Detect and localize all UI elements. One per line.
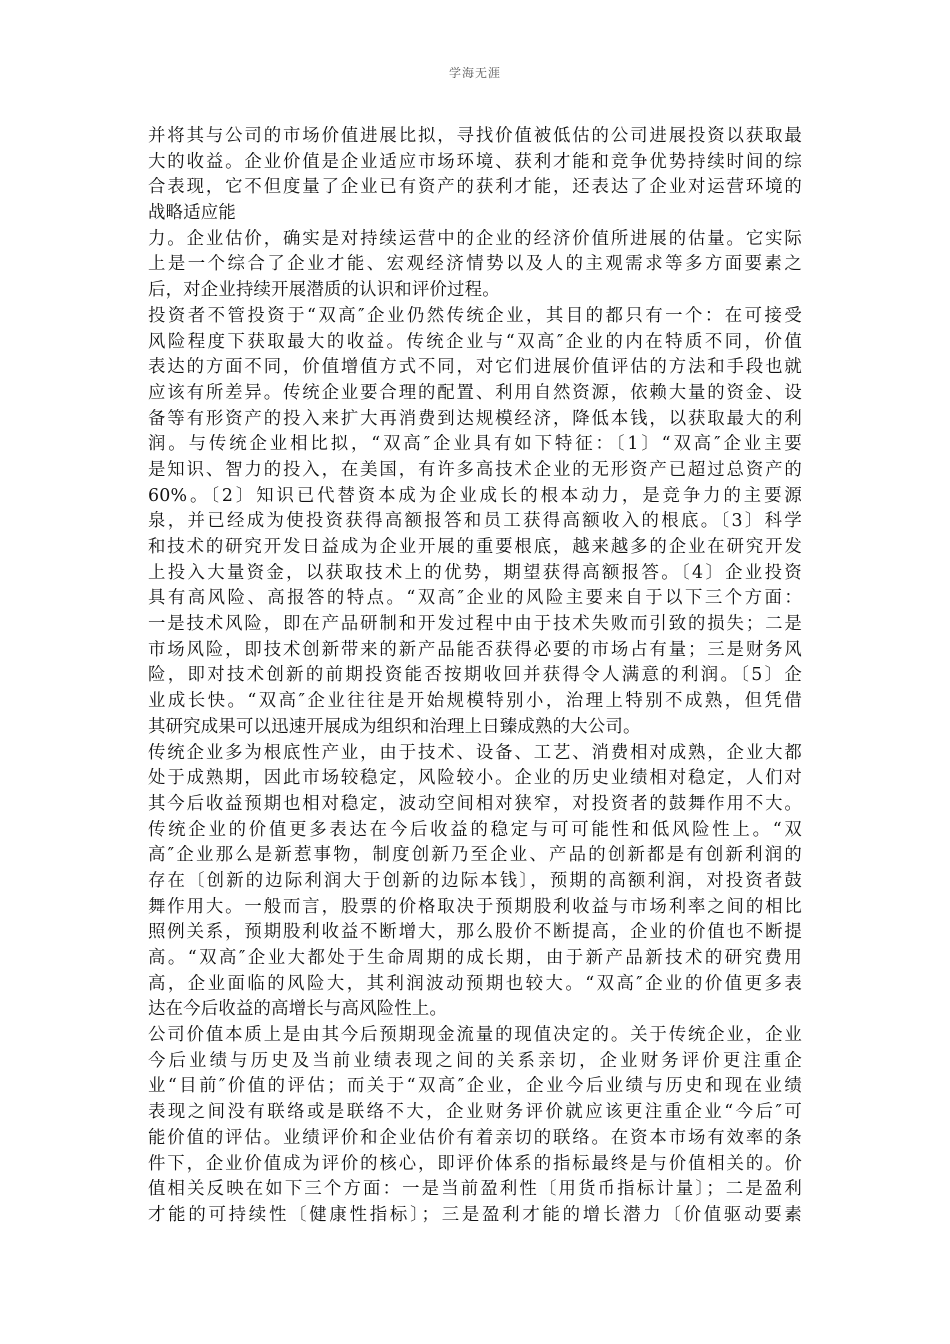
text-line: 舞作用大。一般而言，股票的价格取决于预期股利收益与市场利率之间的相比 — [148, 896, 802, 917]
text-line: 业“目前″价值的评估；而关于“双高″企业，企业今后业绩与历史和现在业绩 — [148, 1076, 802, 1097]
text-line: 能价值的评估。业绩评价和企业估价有着亲切的联络。在资本市场有效率的条 — [148, 1127, 802, 1148]
page-header: 学海无涯 — [448, 66, 501, 80]
text-line: 传统企业多为根底性产业，由于技术、设备、工艺、消费相对成熟，企业大都 — [148, 742, 802, 763]
text-line: 达在今后收益的高增长与高风险性上。 — [148, 999, 448, 1020]
text-line: 润。与传统企业相比拟，“双高″企业具有如下特征：〔1〕“双高″企业主要 — [148, 434, 802, 455]
text-line: 高，企业面临的风险大，其利润波动预期也较大。“双高″企业的价值更多表 — [148, 973, 802, 994]
text-line: 力。企业估价，确实是对持续运营中的企业的经济价值所进展的估量。它实际 — [148, 228, 802, 249]
text-line: 传统企业的价值更多表达在今后收益的稳定与可可能性和低风险性上。“双 — [148, 819, 802, 840]
text-line: 存在〔创新的边际利润大于创新的边际本钱〕，预期的高额利润，对投资者鼓 — [148, 870, 802, 891]
text-line: 公司价值本质上是由其今后预期现金流量的现值决定的。关于传统企业，企业 — [148, 1025, 802, 1046]
text-line: 合表现，它不但度量了企业已有资产的获利才能，还表达了企业对运营环境的 — [148, 177, 802, 198]
text-line: 风险程度下获取最大的收益。传统企业与“双高″企业的内在特质不同，价值 — [148, 331, 802, 352]
text-line: 件下，企业价值成为评价的核心，即评价体系的指标最终是与价值相关的。价 — [148, 1153, 802, 1174]
text-line: 60%。〔2〕知识已代替资本成为企业成长的根本动力，是竞争力的主要源 — [148, 485, 802, 506]
text-line: 表现之间没有联络或是联络不大，企业财务评价就应该更注重企业“今后″可 — [148, 1102, 802, 1123]
text-line: 和技术的研究开发日益成为企业开展的重要根底，越来越多的企业在研究开发 — [148, 537, 802, 557]
text-line: 高。“双高″企业大都处于生命周期的成长期，由于新产品新技术的研究费用 — [148, 948, 802, 968]
text-line: 表达的方面不同，价值增值方式不同，对它们进展价值评估的方法和手段也就 — [148, 357, 802, 378]
text-line: 才能的可持续性〔健康性指标〕；三是盈利才能的增长潜力〔价值驱动要素 — [148, 1204, 802, 1225]
text-line: 今后业绩与历史及当前业绩表现之间的关系亲切，企业财务评价更注重企 — [148, 1050, 802, 1071]
text-line: 值相关反映在如下三个方面：一是当前盈利性〔用货币指标计量〕；二是盈利 — [148, 1179, 802, 1200]
text-line: 战略适应能 — [148, 203, 236, 224]
text-line: 上是一个综合了企业才能、宏观经济情势以及人的主观需求等多方面要素之 — [148, 254, 802, 275]
text-line: 其研究成果可以迅速开展成为组织和治理上日臻成熟的大公司。 — [148, 716, 641, 737]
text-line: 应该有所差异。传统企业要合理的配置、利用自然资源，依赖大量的资金、设 — [148, 382, 802, 403]
text-line: 处于成熟期，因此市场较稳定，风险较小。企业的历史业绩相对稳定，人们对 — [148, 768, 802, 789]
text-line: 上投入大量资金，以获取技术上的优势，期望获得高额报答。〔4〕企业投资 — [148, 562, 802, 583]
text-line: 投资者不管投资于“双高″企业仍然传统企业，其目的都只有一个：在可接受 — [148, 305, 802, 326]
body-text — [148, 124, 802, 1229]
text-line: 具有高风险、高报答的特点。“双高″企业的风险主要来自于以下三个方面： — [148, 588, 802, 609]
text-line: 泉，并已经成为使投资获得高额报答和员工获得高额收入的根底。〔3〕科学 — [148, 511, 802, 532]
text-line: 后，对企业持续开展潜质的认识和评价过程。 — [148, 280, 500, 301]
text-line: 市场风险，即技术创新带来的新产品能否获得必要的市场占有量；三是财务风 — [148, 639, 802, 660]
text-line: 业成长快。“双高″企业往往是开始规模特别小，治理上特别不成熟，但凭借 — [148, 691, 802, 712]
text-line: 高″企业那么是新惹事物，制度创新乃至企业、产品的创新都是有创新利润的 — [148, 845, 802, 866]
text-line: 险，即对技术创新的前期投资能否按期收回并获得令人满意的利润。〔5〕企 — [148, 665, 802, 686]
text-line: 是知识、智力的投入，在美国，有许多高技术企业的无形资产已超过总资产的 — [148, 459, 802, 480]
text-line: 备等有形资产的投入来扩大再消费到达规模经济，降低本钱，以获取最大的利 — [148, 408, 802, 429]
text-line: 照例关系，预期股利收益不断增大，那么股价不断提高，企业的价值也不断提 — [148, 922, 802, 943]
text-line: 一是技术风险，即在产品研制和开发过程中由于技术失败而引致的损失；二是 — [148, 614, 802, 635]
text-line: 其今后收益预期也相对稳定，波动空间相对狭窄，对投资者的鼓舞作用不大。 — [148, 793, 802, 814]
text-line: 并将其与公司的市场价值进展比拟，寻找价值被低估的公司进展投资以获取最 — [148, 126, 802, 146]
text-line: 大的收益。企业价值是企业适应市场环境、获利才能和竞争优势持续时间的综 — [148, 151, 802, 172]
